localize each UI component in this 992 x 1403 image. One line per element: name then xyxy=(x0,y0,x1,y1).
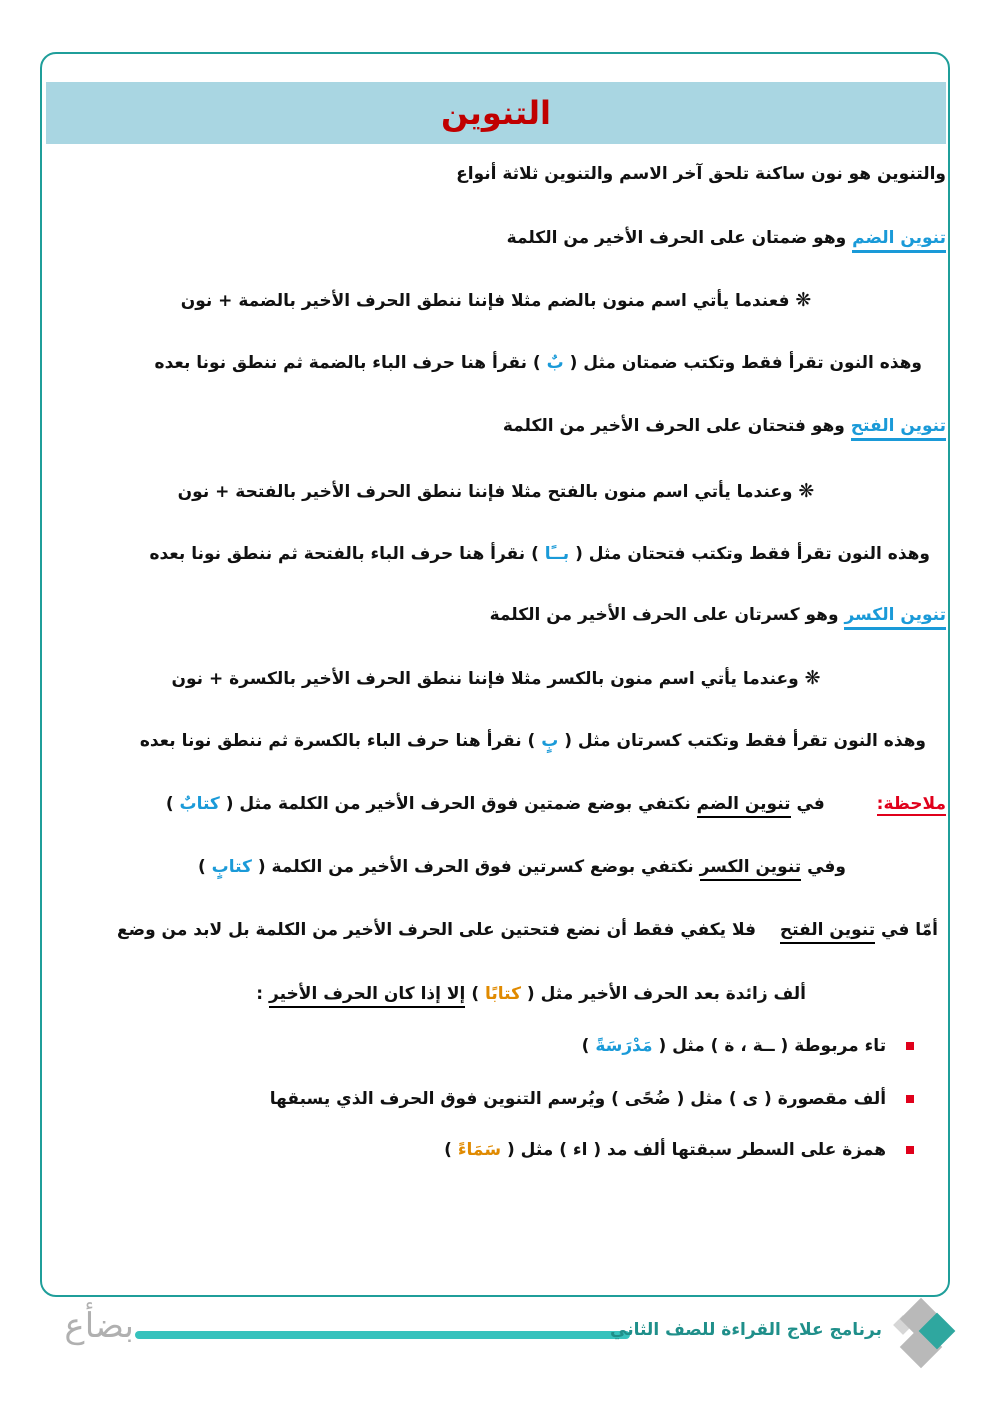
note-line3-mid: فلا يكفي xyxy=(680,920,757,940)
section-kasr-term: تنوين الكسر xyxy=(844,605,946,630)
section-damm-heading xyxy=(507,224,946,252)
section-kasr-example xyxy=(140,727,926,755)
intro-text: والتنوين هو نون ساكنة تلحق آخر الاسم والتنوين ثلاثة أنواع xyxy=(456,164,946,184)
list-item-word: مَدْرَسَةً xyxy=(595,1036,653,1056)
note-line3-post: فقط أن نضع فتحتين على الحرف الأخير من الكلمة بل لابد من وضع xyxy=(117,920,675,940)
section-kasr-example-pre: وهذه النون تقرأ فقط وتكتب كسرتان مثل ( xyxy=(564,731,926,751)
note-line1-word: كتابٌ xyxy=(179,794,220,814)
list-item xyxy=(444,1136,914,1164)
list-item-text: تاء مربوطة ( ــة ، ة ) مثل ( xyxy=(658,1036,887,1056)
section-fath-definition: وهو فتحتان على الحرف الأخير من الكلمة xyxy=(502,416,845,436)
note-line-2 xyxy=(198,853,846,881)
bullet-square-icon xyxy=(906,1042,914,1050)
note-line2-post: نكتفي بوضع كسرتين فوق الحرف الأخير من الكلمة ( xyxy=(257,857,694,877)
section-kasr-rule xyxy=(46,664,946,693)
section-fath-example xyxy=(149,540,930,568)
bullet-square-icon xyxy=(906,1146,914,1154)
section-damm-example xyxy=(155,349,922,377)
note-line-4 xyxy=(256,980,806,1008)
section-fath-example-post: ) نقرأ هنا حرف الباء بالفتحة ثم ننطق نونا بعده xyxy=(149,544,539,564)
section-fath-rule xyxy=(46,477,946,506)
note-line4-pre: ألف زائدة بعد الحرف الأخير مثل ( xyxy=(526,984,806,1004)
bullet-square-icon xyxy=(906,1095,914,1103)
section-kasr-rule-text: وعندما يأتي اسم منون بالكسر مثلا فإننا ننطق الحرف الأخير بالكسرة + نون xyxy=(171,669,799,689)
list-item-text: همزة على السطر سبقتها ألف مد ( اء ) مثل ( xyxy=(506,1140,887,1160)
asterisk-icon: ❋ xyxy=(798,480,815,502)
note-label: ملاحظة: xyxy=(876,794,946,814)
section-damm-rule xyxy=(46,286,946,315)
section-damm-example-char: بٌ xyxy=(546,353,564,373)
footer-divider xyxy=(135,1331,630,1339)
note-line2-close: ) xyxy=(197,857,206,877)
list-item-word: سَمَاءً xyxy=(457,1140,502,1160)
section-kasr-heading xyxy=(490,601,946,629)
title-banner xyxy=(46,82,946,144)
section-fath-rule-text: وعندما يأتي اسم منون بالفتح مثلا فإننا ننطق الحرف الأخير بالفتحة + نون xyxy=(177,482,793,502)
asterisk-icon: ❋ xyxy=(795,289,812,311)
footer-program-title: برنامج علاج القراءة للصف الثاني xyxy=(610,1320,882,1340)
section-kasr-example-char: بٍ xyxy=(541,731,559,751)
section-damm-rule-text: فعندما يأتي اسم منون بالضم مثلا فإننا ننطق الحرف الأخير بالضمة + نون xyxy=(180,291,790,311)
note-line1-pre: في xyxy=(796,794,825,814)
list-item-close: ) xyxy=(444,1140,452,1160)
note-line1-post: نكتفي بوضع ضمتين فوق الحرف الأخير من الكلمة مثل ( xyxy=(225,794,691,814)
note-line1-close: ) xyxy=(165,794,174,814)
section-damm-example-post: ) نقرأ هنا حرف الباء بالضمة ثم ننطق نونا بعده xyxy=(154,353,541,373)
page-title: التنوين xyxy=(441,94,551,132)
list-item-text: ألف مقصورة ( ى ) مثل ( ضُحًى ) ويُرسم التنوين فوق الحرف الذي يسبقها xyxy=(269,1089,887,1109)
note-line2-pre: وفي xyxy=(807,857,846,877)
list-item xyxy=(270,1085,914,1113)
asterisk-icon: ❋ xyxy=(804,667,821,689)
section-fath-example-pre: وهذه النون تقرأ فقط وتكتب فتحتان مثل ( xyxy=(575,544,930,564)
list-item-close: ) xyxy=(581,1036,590,1056)
note-line4-end: : xyxy=(256,984,264,1004)
note-line2-term: تنوين الكسر xyxy=(700,857,802,881)
signature-logo: بضأع xyxy=(64,1306,134,1346)
note-line2-word: كتابٍ xyxy=(211,857,252,877)
note-line4-close: ) xyxy=(471,984,480,1004)
note-line-3 xyxy=(117,916,938,944)
section-damm-definition: وهو ضمتان على الحرف الأخير من الكلمة xyxy=(506,228,847,248)
section-fath-heading xyxy=(503,412,946,440)
note-line4-term: إلا إذا كان الحرف الأخير xyxy=(269,984,465,1008)
section-damm-term: تنوين الضم xyxy=(852,228,946,253)
note-line3-term: تنوين الفتح xyxy=(780,920,875,944)
section-kasr-definition: وهو كسرتان على الحرف الأخير من الكلمة xyxy=(489,605,839,625)
section-kasr-example-post: ) نقرأ هنا حرف الباء بالكسرة ثم ننطق نونا بعده xyxy=(139,731,536,751)
section-fath-term: تنوين الفتح xyxy=(851,416,946,441)
note-line-1 xyxy=(166,790,946,818)
section-damm-example-pre: وهذه النون تقرأ فقط وتكتب ضمتان مثل ( xyxy=(569,353,922,373)
note-line4-word: كتابًا xyxy=(485,984,521,1004)
note-line1-term: تنوين الضم xyxy=(697,794,791,818)
list-item xyxy=(582,1032,914,1060)
note-line3-pre: أمّا في xyxy=(881,920,938,940)
section-fath-example-char: بــًا xyxy=(544,544,570,564)
